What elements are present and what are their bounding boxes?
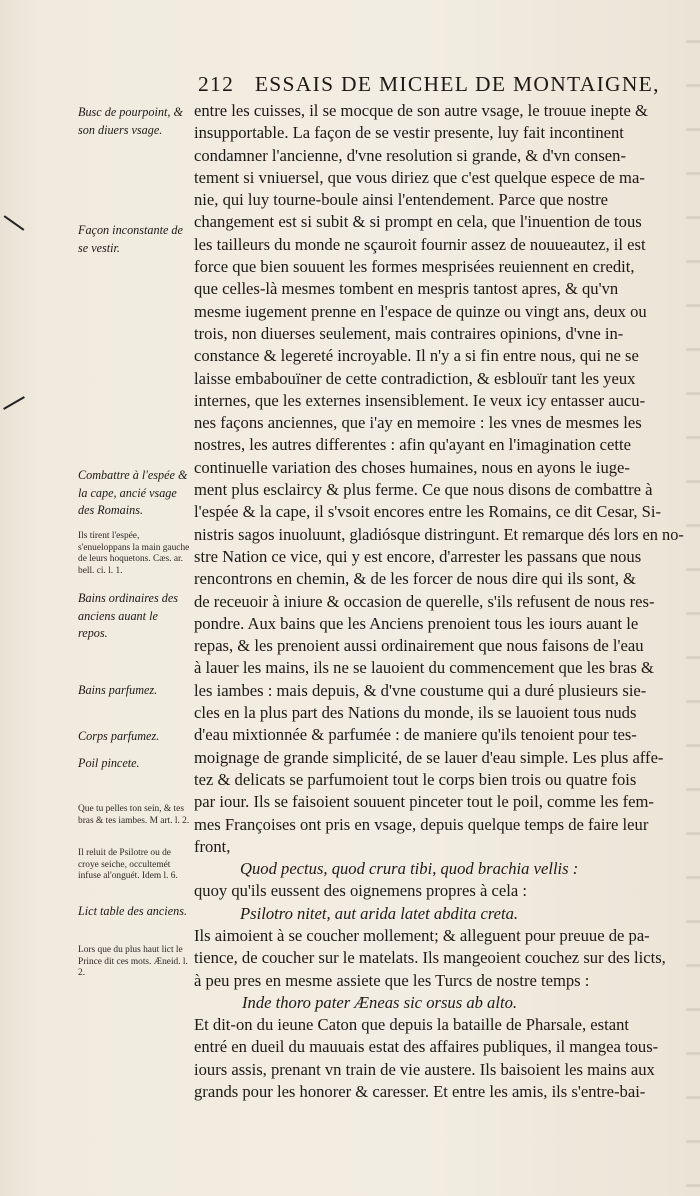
text-line: de receuoir à iniure & occasion de querelle, s'ils refusent de nous res- bbox=[194, 591, 655, 611]
text-line: continuelle variation des choses humaines, nous en ayons le iuge- bbox=[194, 457, 630, 477]
text-line: entre les cuisses, il se mocque de son autre vsage, le trouue inepte & bbox=[194, 101, 648, 120]
text-line: mesme iugement prenne en l'espace de quinze ou vingt ans, deux ou bbox=[194, 301, 647, 321]
verse-quote: Inde thoro pater Æneas sic orsus ab alto. bbox=[242, 992, 518, 1012]
text-line: internes, que les externes insensiblement. Ie veux icy entasser aucu- bbox=[194, 390, 646, 410]
text-line: l'espée & la cape, il s'vsoit encores entre les Romains, ce dit Cesar, Si- bbox=[194, 502, 662, 522]
text-line: entré en dueil du mauuais estat des affaires publiques, il mangea tous- bbox=[194, 1037, 659, 1057]
text-line: tez & delicats se parfumoient tout le corps bien trois ou quatre fois bbox=[194, 769, 637, 789]
margin-note: Bains ordinaires des anciens auant le repos. bbox=[78, 591, 178, 640]
text-line: quoy qu'ils eussent des oignemens propres à cela : bbox=[194, 881, 527, 901]
margin-note: Corps parfumez. bbox=[78, 729, 160, 743]
text-line: force que bien souuent les formes mesprisées reuiennent en credit, bbox=[194, 257, 635, 277]
text-line: nistris sagos inuoluunt, gladiósque distringunt. Et remarque dés lors en no- bbox=[194, 524, 684, 544]
running-header bbox=[198, 72, 688, 97]
running-title: ESSAIS DE MICHEL DE MONTAIGNE, bbox=[254, 72, 660, 96]
text-line: les tailleurs du monde ne sçauroit fournir assez de nouueautez, il est bbox=[194, 234, 646, 254]
margin-note: Busc de pourpoint, & son diuers vsage. bbox=[78, 105, 183, 137]
text-line: nostres, les autres differentes : afin qu'ayant en l'imagination cette bbox=[194, 435, 631, 455]
text-line: mes Françoises ont pris en vsage, depuis quelque temps de faire leur bbox=[194, 814, 649, 834]
text-line: tience, de coucher sur le matelats. Ils mangeoient couchez sur des licts, bbox=[194, 948, 666, 968]
text-line: à lauer les mains, ils ne se lauoient du commencement que les bras & bbox=[194, 658, 654, 678]
text-line: d'eau mixtionnée & parfumée : de maniere qu'ils tenoient pour tes- bbox=[194, 725, 637, 745]
margin-tick-mark bbox=[4, 215, 25, 230]
text-line: insupportable. La façon de se vestir presente, luy fait incontinent bbox=[194, 123, 624, 143]
text-line: tement si vniuersel, que vous diriez que c'est quelque espece de ma- bbox=[194, 167, 645, 187]
page-edge bbox=[686, 0, 700, 1196]
text-line: nie, qui luy tourne-boule ainsi l'entendement. Parce que nostre bbox=[194, 190, 609, 210]
margin-tick-mark bbox=[3, 396, 25, 410]
text-line: ment plus esclaircy & plus ferme. Ce que nous disons de combattre à bbox=[194, 480, 653, 500]
text-line: constance & legereté incroyable. Il n'y a si fin entre nous, qui ne se bbox=[194, 346, 639, 366]
text-line: trois, non diuerses seulement, mais contraires opinions, d'vne in- bbox=[194, 323, 624, 343]
text-line: iours assis, prenant vn train de vie austere. Ils baisoient les mains aux bbox=[194, 1059, 655, 1079]
text-line: laisse embabouïner de cette contradiction, & esblouïr tant les yeux bbox=[194, 368, 636, 388]
main-text bbox=[194, 100, 684, 1103]
margin-note: Il reluit de Psilotre ou de croye seiche, occultemét infuse al'onguét. Idem l. 6. bbox=[78, 848, 178, 882]
text-line: les iambes : mais depuis, & d'vne coustume qui a duré plusieurs sie- bbox=[194, 680, 647, 700]
text-line: nes façons anciennes, que i'ay en memoire : les vnes de mesmes les bbox=[194, 413, 642, 433]
text-line: cles en la plus part des Nations du monde, ils se lauoient tous nuds bbox=[194, 703, 637, 723]
text-line: rencontrons en chemin, & de les forcer de nous dire qui ils sont, & bbox=[194, 569, 636, 589]
text-line: front, bbox=[194, 836, 231, 856]
margin-note: Poil pincete. bbox=[78, 756, 140, 770]
text-line: repas, & les prenoient aussi ordinairement que nous faisons de l'eau bbox=[194, 636, 644, 656]
margin-note: Lict table des anciens. bbox=[78, 904, 187, 918]
margin-note: Lors que du plus haut lict le Prince dit ces mots. Æneid. l. 2. bbox=[78, 945, 188, 979]
text-line: Et dit-on du ieune Caton que depuis la bataille de Pharsale, estant bbox=[194, 1015, 630, 1035]
text-line: condamner l'ancienne, d'vne resolution si grande, & d'vn consen- bbox=[194, 145, 626, 165]
margin-note: Ils tirent l'espée, s'enueloppans la main gauche de leurs hoquetons. Cæs. ar. bell. ci. l. 1. bbox=[78, 531, 190, 576]
margin-note: Que tu pelles ton sein, & tes bras & tes iambes. M art. l. 2. bbox=[78, 804, 190, 826]
text-line: que celles-là mesmes tombent en mespris tantost apres, & qu'vn bbox=[194, 279, 619, 299]
text-line: grands pour les honorer & caresser. Et entre les amis, ils s'entre-bai- bbox=[194, 1082, 646, 1102]
verse-quote: Quod pectus, quod crura tibi, quod brachia vellis : bbox=[240, 859, 579, 879]
margin-note: Bains parfumez. bbox=[78, 683, 158, 697]
text-line: Ils aimoient à se coucher mollement; & alleguent pour preuue de pa- bbox=[194, 925, 650, 945]
text-line: à peu pres en mesme assiete que les Turcs de nostre temps : bbox=[194, 970, 590, 990]
text-line: pondre. Aux bains que les Anciens prenoient tous les iours auant le bbox=[194, 613, 639, 633]
text-line: changement est si subit & si prompt en cela, que l'inuention de tous bbox=[194, 212, 642, 232]
page-number: 212 bbox=[198, 72, 235, 96]
text-line: moignage de grande simplicité, de se lauer d'eau simple. Les plus affe- bbox=[194, 747, 664, 767]
text-line: par iour. Ils se faisoient souuent pinceter tout le poil, comme les fem- bbox=[194, 792, 654, 812]
margin-note: Façon inconstante de se vestir. bbox=[78, 223, 183, 255]
verse-quote: Psilotro nitet, aut arida latet abdita creta. bbox=[240, 903, 519, 923]
text-line: stre Nation ce vice, qui y est encore, d'arrester les passans que nous bbox=[194, 546, 642, 566]
margin-note: Combattre à l'espée & la cape, ancié vsage des Romains. bbox=[78, 468, 188, 517]
